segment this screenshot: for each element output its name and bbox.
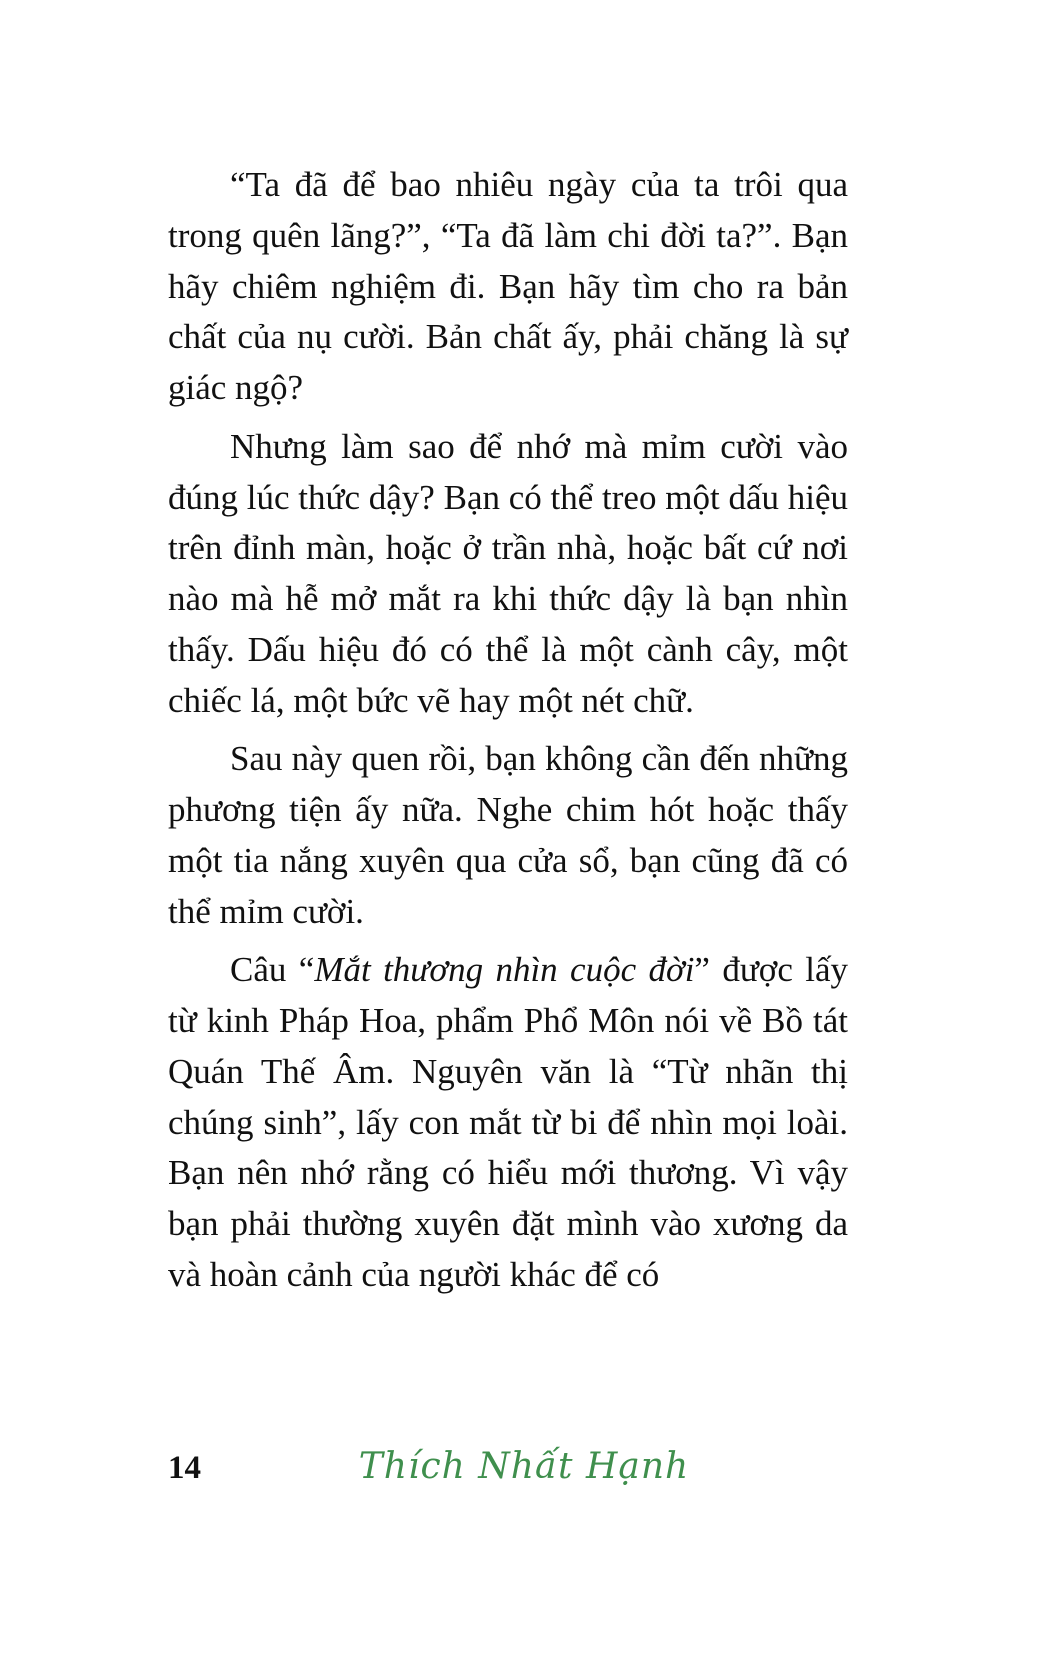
paragraph-1: “Ta đã để bao nhiêu ngày của ta trôi qua trong quên lãng?”, “Ta đã làm chi đời ta?”. Bạn hãy chiêm nghiệm đi. Bạn hãy tìm cho ra bản chất của nụ cười. Bản chất ấy, phải chăng là sự giác ngộ? — [168, 165, 848, 407]
page-number: 14 — [168, 1450, 201, 1486]
paragraph-4-rest: ” được lấy từ kinh Pháp Hoa, phẩm Phổ Môn nói về Bồ tát Quán Thế Âm. Nguyên văn là “Từ nhãn thị chúng sinh”, lấy con mắt từ bi để nhìn mọi loài. Bạn nên nhớ rằng có hiểu mới thương. Vì vậy bạn phải thường xuyên đặt mình vào xương da và hoàn cảnh của người khác để có — [168, 950, 848, 1294]
page-body — [168, 160, 848, 1309]
quoted-title: Mắt thương nhìn cuộc đời — [314, 950, 695, 990]
page-footer — [168, 1446, 880, 1494]
paragraph-4-lead: Câu “ — [230, 950, 315, 990]
paragraph-4 — [168, 945, 848, 1300]
paragraph-2: Nhưng làm sao để nhớ mà mỉm cười vào đúng lúc thức dậy? Bạn có thể treo một dấu hiệu trên đỉnh màn, hoặc ở trần nhà, hoặc bất cứ nơi nào mà hễ mở mắt ra khi thức dậy là bạn nhìn thấy. Dấu hiệu đó có thể là một cành cây, một chiếc lá, một bức vẽ hay một nét chữ. — [168, 426, 848, 720]
author-name: Thích Nhất Hạnh — [358, 1446, 690, 1487]
paragraph-3: Sau này quen rồi, bạn không cần đến những phương tiện ấy nữa. Nghe chim hót hoặc thấy một tia nắng xuyên qua cửa sổ, bạn cũng đã có thể mỉm cười. — [168, 739, 848, 931]
